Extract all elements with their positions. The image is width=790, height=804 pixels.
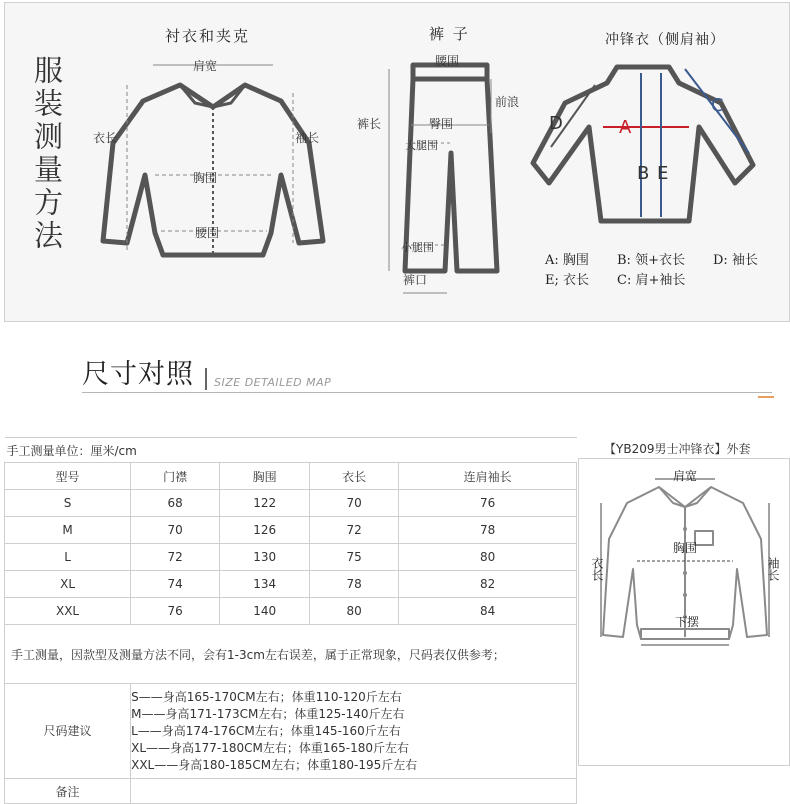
table-cell: 70 (131, 517, 220, 544)
recommend-line: S——身高165-170CM左右；体重110-120斤左右 (131, 689, 402, 704)
unit-label: 手工测量单位：厘米/cm (5, 438, 577, 463)
product-length-label: 衣长 (590, 557, 604, 581)
table-cell: 76 (399, 490, 577, 517)
pants-waist-label: 腰围 (435, 54, 460, 68)
pants-length-label: 裤长 (357, 117, 382, 131)
jacket-title: 冲锋衣（侧肩袖） (605, 32, 725, 48)
recommend-list (131, 684, 577, 779)
column-header: 门襟 (131, 463, 220, 490)
unit-row (5, 438, 577, 463)
table-row (5, 544, 577, 571)
shirt-title: 衬衣和夹克 (165, 27, 251, 45)
pants-thigh-label: 大腿围 (405, 139, 438, 152)
recommend-line: XXL——身高180-185CM左右；体重180-195斤左右 (131, 757, 418, 772)
recommend-label: 尺码建议 (5, 684, 131, 779)
remark-row (5, 779, 577, 804)
product-chest-label: 胸围 (673, 541, 698, 555)
table-cell: 72 (310, 517, 399, 544)
jacket-letter-c: C (711, 95, 724, 116)
section-subtitle: SIZE DETAILED MAP (214, 376, 332, 389)
column-header: 衣长 (310, 463, 399, 490)
remark-label: 备注 (5, 779, 131, 804)
guide-vertical-title: 服装测量方法 (30, 55, 64, 253)
product-name: 【YB209男士冲锋衣】外套 (604, 442, 751, 456)
table-cell: XL (5, 571, 131, 598)
table-cell: 75 (310, 544, 399, 571)
shirt-sleeve-label: 袖长 (295, 131, 320, 145)
jacket-letter-a: A (619, 117, 632, 138)
jacket-legend-c: C: 肩+袖长 (617, 273, 686, 288)
jacket-legend-b: B: 领+衣长 (617, 253, 685, 268)
size-table (4, 437, 577, 804)
table-cell: 80 (310, 598, 399, 625)
column-header: 胸围 (220, 463, 310, 490)
jacket-letter-b: B (637, 163, 650, 184)
recommend-line: XL——身高177-180CM左右；体重165-180斤左右 (131, 740, 410, 755)
recommend-row (5, 684, 577, 779)
jacket-diagram (533, 67, 753, 221)
table-cell: 72 (131, 544, 220, 571)
jacket-legend-a: A: 胸围 (545, 253, 589, 268)
pants-calf-label: 小腿围 (401, 241, 434, 254)
product-shoulder-label: 肩宽 (673, 469, 698, 483)
section-divider-bar (205, 368, 207, 390)
pants-title: 裤 子 (429, 25, 470, 43)
shirt-waist-label: 腰围 (195, 226, 220, 240)
table-cell: 140 (220, 598, 310, 625)
section-accent-mark (758, 396, 774, 398)
table-row (5, 598, 577, 625)
table-cell: XXL (5, 598, 131, 625)
table-cell: 122 (220, 490, 310, 517)
table-cell: 134 (220, 571, 310, 598)
recommend-line: L——身高174-176CM左右；体重145-160斤左右 (131, 723, 401, 738)
jacket-letter-e: E (657, 163, 669, 184)
measurement-guide-panel (4, 2, 790, 322)
table-row (5, 490, 577, 517)
table-cell: 78 (399, 517, 577, 544)
column-header: 连肩袖长 (399, 463, 577, 490)
table-cell: L (5, 544, 131, 571)
shirt-length-label: 衣长 (93, 131, 118, 145)
table-cell: M (5, 517, 131, 544)
column-header: 型号 (5, 463, 131, 490)
pants-rise-label: 前浪 (495, 95, 520, 109)
jacket-legend-d: D: 袖长 (713, 253, 758, 268)
remark-value (131, 779, 577, 804)
shirt-shoulder-label: 肩宽 (193, 59, 218, 73)
note-row (5, 625, 577, 684)
section-underline (82, 392, 772, 393)
shirt-chest-label: 胸围 (193, 171, 218, 185)
table-cell: 84 (399, 598, 577, 625)
product-diagram-panel (578, 458, 790, 766)
table-cell: 76 (131, 598, 220, 625)
table-cell: 126 (220, 517, 310, 544)
jacket-letter-d: D (549, 113, 563, 134)
table-cell: S (5, 490, 131, 517)
product-sleeve-label: 袖长 (766, 557, 780, 581)
table-row (5, 571, 577, 598)
product-hem-label: 下摆 (675, 615, 700, 629)
table-cell: 130 (220, 544, 310, 571)
jacket-legend-e: E; 衣长 (545, 273, 590, 288)
section-title: 尺寸对照 (82, 359, 194, 390)
pants-hem-label: 裤口 (403, 273, 428, 287)
product-jacket-diagram (579, 459, 789, 765)
table-row (5, 517, 577, 544)
jacket-arrows (551, 69, 749, 217)
table-cell: 68 (131, 490, 220, 517)
recommend-line: M——身高171-173CM左右；体重125-140斤左右 (131, 706, 405, 721)
table-cell: 70 (310, 490, 399, 517)
table-cell: 74 (131, 571, 220, 598)
table-cell: 80 (399, 544, 577, 571)
pants-hip-label: 臀围 (429, 117, 454, 131)
table-cell: 82 (399, 571, 577, 598)
measurement-note: 手工测量，因款型及测量方法不同，会有1-3cm左右误差，属于正常现象，尺码表仅供参考； (5, 625, 577, 684)
table-cell: 78 (310, 571, 399, 598)
table-header-row (5, 463, 577, 490)
